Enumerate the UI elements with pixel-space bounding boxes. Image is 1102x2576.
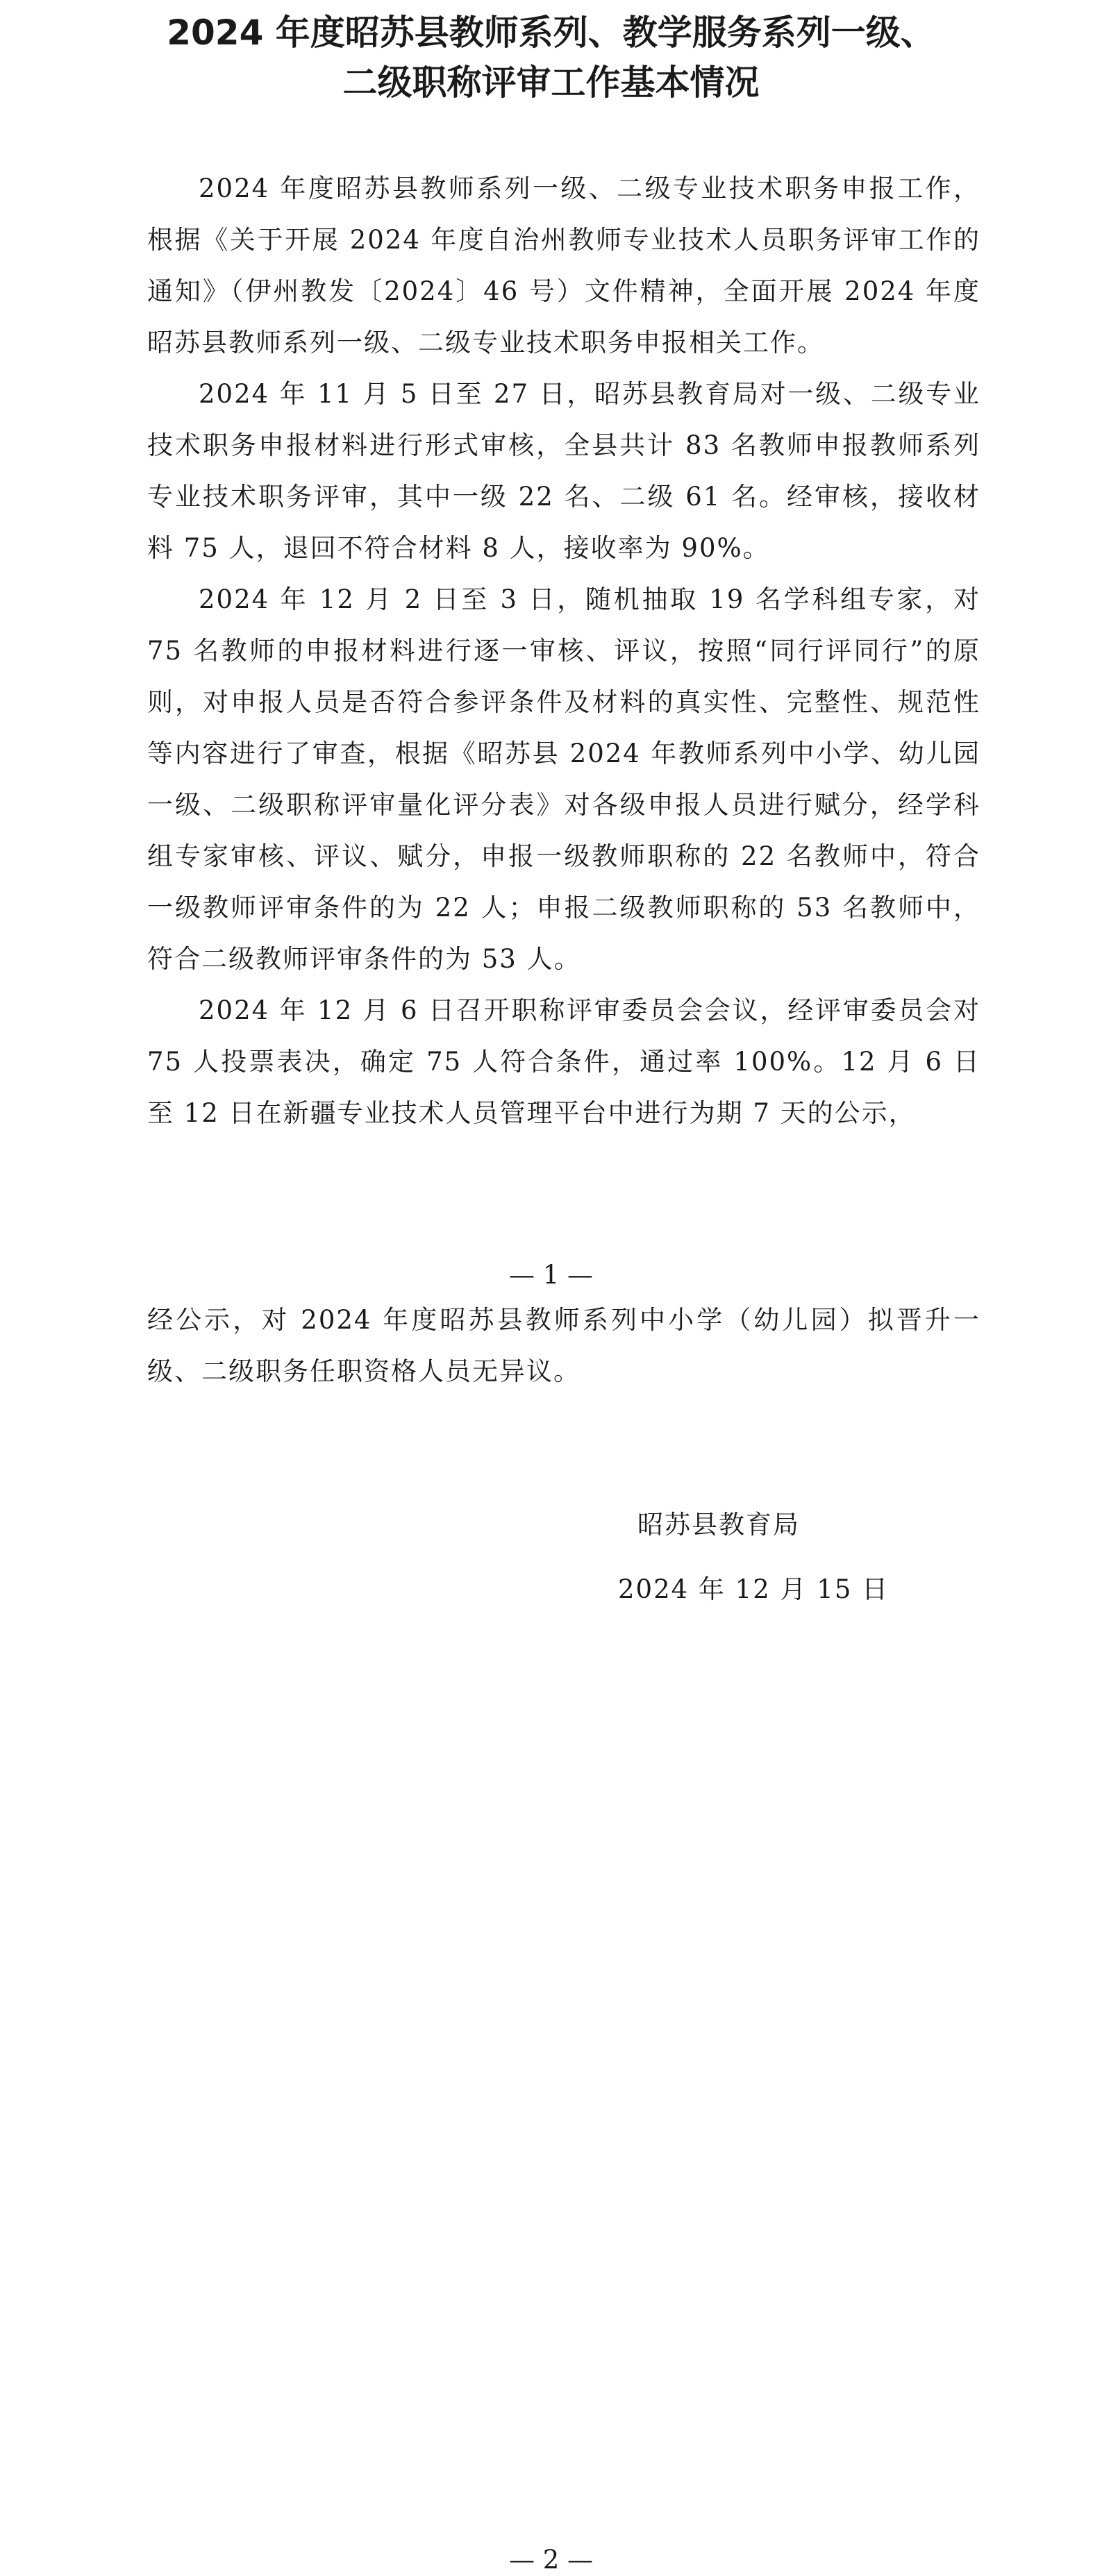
page-number-2: — 2 —	[508, 2545, 594, 2575]
paragraph-5: 经公示，对 2024 年度昭苏县教师系列中小学（幼儿园）拟晋升一级、二级职务任职资格人员无异议。	[147, 1305, 980, 1386]
signature-date: 2024 年 12 月 15 日	[618, 1574, 890, 1604]
page-number-1: — 1 —	[508, 1260, 594, 1290]
page-2-body	[147, 1295, 980, 1397]
signature-organization: 昭苏县教育局	[637, 1510, 800, 1540]
paragraph-4: 2024 年 12 月 6 日召开职称评审委员会会议，经评审委员会对 75 人投票表决，确定 75 人符合条件，通过率 100%。12 月 6 日至 12 日在新疆专业技术人员管理平台中进行为期 7 天的公示，	[147, 995, 980, 1128]
paragraph-3: 2024 年 12 月 2 日至 3 日，随机抽取 19 名学科组专家，对 75 名教师的申报材料进行逐一审核、评议，按照“同行评同行”的原则，对申报人员是否符合参评条件及材料的真实性、完整性、规范性等内容进行了审查，根据《昭苏县 2024 年教师系列中小学、幼儿园一级、二级职称评审量化评分表》对各级申报人员进行赋分，经学科组专家审核、评议、赋分，申报一级教师职称的 22 名教师中，符合一级教师评审条件的为 22 人；申报二级教师职称的 53 名教师中，符合二级教师评审条件的为 53 人。	[147, 584, 980, 974]
page-1-body	[147, 163, 980, 1139]
paragraph-1: 2024 年度昭苏县教师系列一级、二级专业技术职务申报工作，根据《关于开展 2024 年度自治州教师专业技术人员职务评审工作的通知》（伊州教发〔2024〕46 号）文件精神，全面开展 2024 年度昭苏县教师系列一级、二级专业技术职务申报相关工作。	[147, 174, 980, 357]
document-title-line-1: 2024 年度昭苏县教师系列、教学服务系列一级、	[167, 12, 935, 53]
paragraph-2: 2024 年 11 月 5 日至 27 日，昭苏县教育局对一级、二级专业技术职务申报材料进行形式审核，全县共计 83 名教师申报教师系列专业技术职务评审，其中一级 22 名、二级 61 名。经审核，接收材料 75 人，退回不符合材料 8 人，接收率为 90%。	[147, 379, 980, 563]
document-title-line-2: 二级职称评审工作基本情况	[342, 62, 760, 103]
